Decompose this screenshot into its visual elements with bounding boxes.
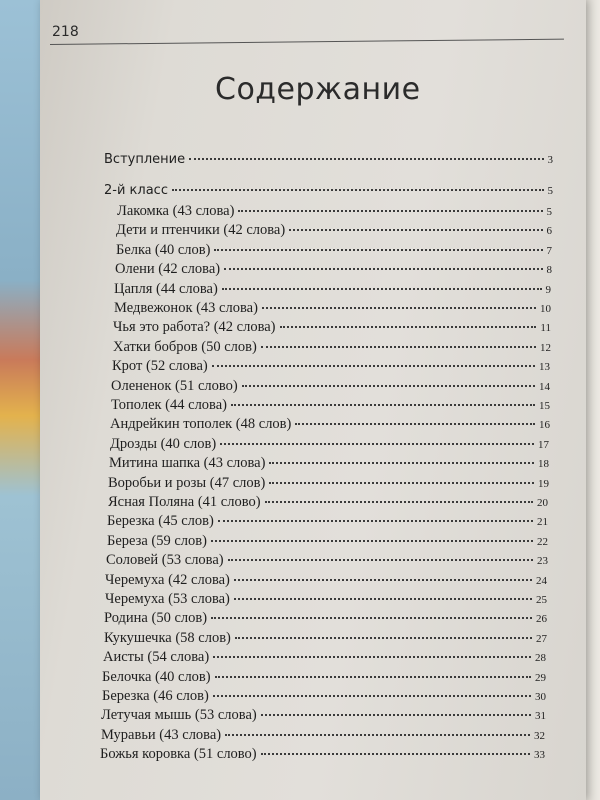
dot-leader [228,559,533,561]
toc-entry-page: 14 [539,380,550,393]
dot-leader [261,346,536,348]
toc-entry-title: Муравьи (43 слова) [101,726,222,743]
toc-entry-row [114,281,551,301]
dot-leader [213,656,531,658]
toc-entry-title: Белочка (40 слов) [102,668,211,685]
toc-entry-page: 21 [537,516,548,529]
dot-leader [212,365,535,367]
toc-entry-page: 6 [546,225,552,238]
dot-leader [265,501,533,503]
toc-entry-page: 24 [536,574,547,587]
toc-entry-page: 19 [538,477,549,490]
toc-entry-title: Дети и птенчики (42 слова) [116,222,286,239]
toc-entry-title: Олени (42 слова) [115,261,221,278]
toc-entry-title: Хатки бобров (50 слов) [113,338,257,355]
toc-entry-row [115,261,552,281]
dot-leader [218,520,533,522]
dot-leader [289,229,542,231]
toc-entry-row [108,494,548,514]
page-number: 218 [52,24,79,40]
toc-entry-row [104,630,547,650]
dot-leader [231,404,535,406]
toc-entry-row [110,436,549,456]
toc-entry-title: Олененок (51 слово) [111,377,238,394]
dot-leader [224,268,542,270]
toc-entry-row [107,533,548,553]
toc-entry-title: Черемуха (53 слова) [105,591,230,607]
toc-entry-row [101,727,545,747]
toc-entry-page: 12 [540,341,551,354]
toc-entry-page: 9 [545,283,551,296]
dot-leader [262,307,536,309]
toc-entry-row [113,319,551,339]
toc-entry-title: Родина (50 слов) [104,610,208,627]
toc-entry-title: Черемуха (42 слова) [105,571,230,588]
toc-entry-page: 33 [534,749,545,762]
page-title: Содержание [215,72,421,107]
toc-entry-row [107,513,548,533]
toc-entry-row [102,669,546,689]
toc-entry-title: Белка (40 слов) [116,241,211,258]
toc-entry-title: Аисты (54 слова) [103,649,210,666]
dot-leader [269,462,534,464]
toc-entry-title: Чья это работа? (42 слова) [113,319,276,336]
dot-leader [189,158,543,160]
toc-entry-page: 29 [535,671,546,684]
toc-entry-page: 17 [538,438,549,451]
toc-entry-page: 7 [546,244,552,257]
toc-entry-title: Цапля (44 слова) [114,280,218,297]
toc-entry-row [111,397,550,417]
toc-entry-page: 30 [535,691,546,703]
toc-entry-page: 23 [537,555,548,568]
toc-entry-row [111,378,550,398]
toc-entry-row [105,572,547,592]
toc-entry-page: 20 [537,497,548,509]
toc-entry-title: Ясная Поляна (41 слово) [108,494,261,510]
dot-leader [234,579,532,581]
dot-leader [222,288,542,290]
toc-entry-row [110,416,550,436]
toc-entry-row [103,649,546,669]
dot-leader [172,189,544,191]
toc-entry-title: Андрейкин тополек (48 слов) [110,416,292,433]
dot-leader [242,385,535,387]
toc-entry-title: Соловей (53 слова) [106,552,224,569]
dot-leader [261,753,530,755]
dot-leader [211,617,532,619]
toc-entry-title: Береза (59 слов) [107,532,207,549]
toc-entry-row [112,358,550,378]
toc-entry-row [105,591,547,611]
toc-entry-row [109,455,549,475]
toc-entry-row [114,300,551,320]
toc-entry-page: 15 [539,400,550,412]
toc-entry-title: Летучая мышь (53 слова) [101,707,257,724]
dot-leader [235,637,532,639]
toc-entry-row [106,552,548,572]
toc-entry-title: Березка (45 слов) [107,513,214,530]
toc-entry-title: Тополек (44 слова) [111,397,227,413]
toc-section-row [104,152,553,172]
toc-entry-title: Лакомка (43 слова) [117,203,235,219]
toc-entry-row [113,339,551,359]
toc-entry-title: Березка (46 слов) [102,688,209,704]
toc-entry-page: 31 [535,710,546,723]
toc-entry-page: 32 [534,729,545,742]
toc-entry-page: 13 [539,361,550,374]
toc-entry-title: 2-й класс [104,183,168,198]
toc-entry-page: 28 [535,652,546,665]
toc-entry-page: 26 [536,613,547,626]
toc-entry-page: 5 [547,185,553,197]
toc-entry-page: 18 [538,458,549,471]
toc-section-row [104,183,553,203]
dot-leader [215,676,531,678]
toc-entry-title: Воробьи и розы (47 слов) [108,474,266,491]
toc-entry-title: Крот (52 слова) [112,358,208,375]
dot-leader [211,540,533,542]
toc-entry-page: 5 [546,206,552,218]
toc-entry-row [101,707,546,727]
toc-entry-page: 8 [546,264,552,277]
toc-entry-title: Митина шапка (43 слова) [109,455,266,472]
toc-entry-page: 10 [540,303,551,315]
toc-entry-title: Кукушечка (58 слов) [104,629,231,646]
dot-leader [269,482,534,484]
toc-entry-page: 3 [547,154,553,166]
dot-leader [214,249,542,251]
dot-leader [295,423,535,425]
toc-entry-page: 16 [539,419,550,432]
toc-entry-row [102,688,546,708]
toc-entry-page: 22 [537,535,548,548]
toc-entry-row [116,222,552,242]
toc-entry-row [100,746,545,766]
dot-leader [213,695,531,697]
toc-entry-title: Дрозды (40 слов) [110,435,217,452]
toc-entry-row [104,610,547,630]
toc-entry-title: Вступление [104,152,186,167]
dot-leader [261,714,531,716]
toc-entry-page: 27 [536,632,547,645]
toc-entry-row [116,242,552,262]
toc-entry-row [108,475,549,495]
dot-leader [238,210,542,212]
toc-entry-title: Божья коровка (51 слово) [100,746,257,763]
toc-entry-page: 11 [540,322,551,335]
dot-leader [225,734,530,736]
toc-entry-page: 25 [536,594,547,606]
dot-leader [234,598,532,600]
toc-entry-row [117,203,552,223]
dot-leader [220,443,534,445]
toc-entry-title: Медвежонок (43 слова) [114,300,258,316]
dot-leader [280,326,537,328]
